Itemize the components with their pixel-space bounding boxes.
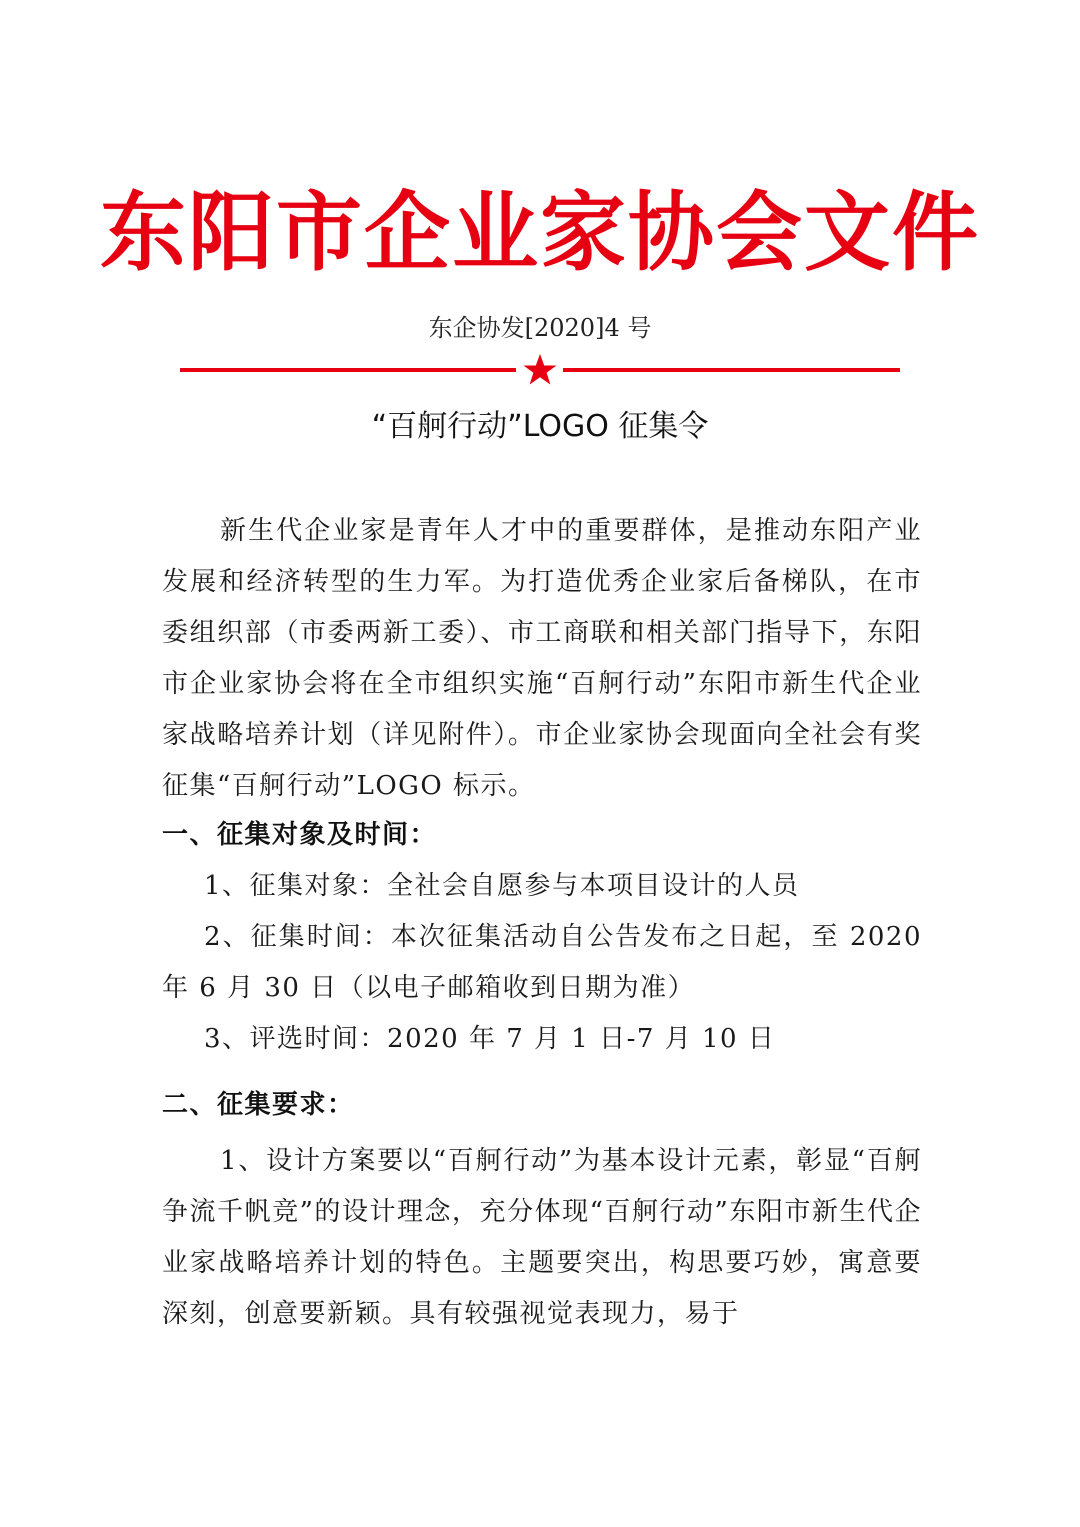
section1-item-2: 2、征集时间：本次征集活动自公告发布之日起，至 2020 年 6 月 30 日（以电子邮箱收到日期为准） <box>162 922 922 1003</box>
star-icon <box>522 352 558 388</box>
red-divider-right <box>563 368 900 372</box>
section1-item-1: 1、征集对象：全社会自愿参与本项目设计的人员 <box>204 871 800 901</box>
document-masthead: 东阳市企业家协会文件 <box>100 182 980 283</box>
section2-item-1: 1、设计方案要以“百舸行动”为基本设计元素，彰显“百舸争流千帆竞”的设计理念，充分体现“百舸行动”东阳市新生代企业家战略培养计划的特色。主题要突出，构思要巧妙，寓意要深刻，创意要新颖。具有较强视觉表现力，易于 <box>162 1146 922 1329</box>
document-number: 东企协发[2020]4 号 <box>428 314 652 342</box>
section-heading-1: 一、征集对象及时间： <box>162 820 438 850</box>
section1-item-3: 3、评选时间：2020 年 7 月 1 日-7 月 10 日 <box>204 1024 776 1054</box>
intro-paragraph: 新生代企业家是青年人才中的重要群体，是推动东阳产业发展和经济转型的生力军。为打造优秀企业家后备梯队，在市委组织部（市委两新工委）、市工商联和相关部门指导下，东阳市企业家协会将在全市组织实施“百舸行动”东阳市新生代企业家战略培养计划（详见附件）。市企业家协会现面向全社会有奖征集“百舸行动”LOGO 标示。 <box>162 516 922 801</box>
red-divider-left <box>180 368 516 372</box>
section-heading-2: 二、征集要求： <box>162 1090 355 1120</box>
document-subtitle: “百舸行动”LOGO 征集令 <box>371 409 709 444</box>
